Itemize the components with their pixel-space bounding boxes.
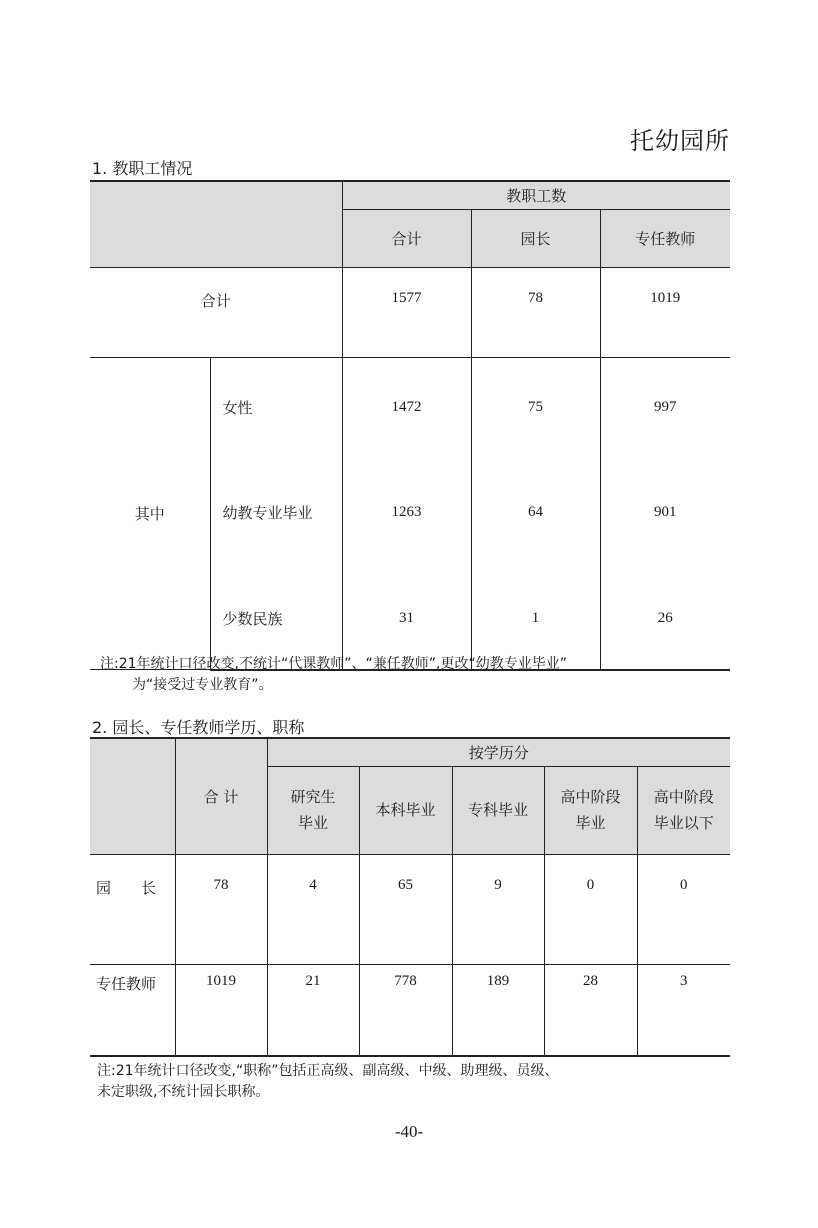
education-group-header: 按学历分: [267, 738, 730, 766]
education-row-value: 78: [175, 854, 267, 964]
education-col-header: 研究生 毕业: [267, 766, 359, 854]
staff-row-label: 幼教专业毕业: [210, 458, 342, 568]
staff-col-header: 园长: [471, 209, 600, 267]
education-row-value: 778: [359, 964, 452, 1056]
education-table-corner: [90, 738, 175, 854]
section1-note-line1: 注:21年统计口径改变,不统计“代课教师”、“兼任教师”,更改“幼教专业毕业”: [100, 656, 567, 672]
staff-row-value: 1: [471, 568, 600, 670]
staff-col-header: 合计: [342, 209, 471, 267]
education-total-header: 合 计: [175, 738, 267, 854]
staff-total-value: 78: [471, 267, 600, 358]
staff-table: [90, 180, 730, 671]
education-table: [90, 737, 730, 1057]
staff-total-label: 合计: [90, 267, 342, 357]
section2-title: 2. 园长、专任教师学历、职称: [92, 718, 305, 737]
page-title: 托幼园所: [630, 127, 730, 155]
staff-row-value: 64: [471, 458, 600, 568]
education-row-value: 4: [267, 854, 359, 964]
staff-row-value: 901: [600, 458, 730, 568]
section1-note-line2: 为“接受过专业教育”。: [132, 677, 273, 693]
section2-note: [97, 1061, 737, 1103]
staff-row-label: 女性: [210, 358, 342, 458]
section1-note: [100, 654, 740, 696]
section1-title: 1. 教职工情况: [92, 159, 193, 178]
education-row-value: 65: [359, 854, 452, 964]
staff-col-header: 专任教师: [600, 209, 730, 267]
staff-table-corner: [90, 181, 342, 267]
staff-row-value: 26: [600, 568, 730, 670]
staff-group-header: 教职工数: [342, 181, 730, 209]
education-col-header: 高中阶段 毕业以下: [637, 766, 730, 854]
page-number: -40-: [394, 1122, 424, 1141]
staff-row-value: 31: [342, 568, 471, 670]
education-col-header: 高中阶段 毕业: [544, 766, 637, 854]
education-col-header: 专科毕业: [452, 766, 544, 854]
staff-total-value: 1577: [342, 267, 471, 358]
education-row-label: 园 长: [90, 854, 175, 964]
section2-note-line1: 注:21年统计口径改变,“职称”包括正高级、副高级、中级、助理级、员级、: [97, 1063, 559, 1079]
staff-subgroup-label: 其中: [90, 357, 210, 670]
education-row-label: 专任教师: [90, 964, 175, 1056]
education-row-value: 189: [452, 964, 544, 1056]
education-col-header: 本科毕业: [359, 766, 452, 854]
education-row-value: 0: [637, 854, 730, 964]
staff-row-value: 75: [471, 358, 600, 458]
education-row-value: 0: [544, 854, 637, 964]
staff-row-value: 997: [600, 358, 730, 458]
education-row-value: 21: [267, 964, 359, 1056]
staff-row-label: 少数民族: [210, 568, 342, 670]
education-row-value: 3: [637, 964, 730, 1056]
section2-note-line2: 未定职级,不统计园长职称。: [97, 1084, 270, 1100]
education-row-value: 9: [452, 854, 544, 964]
staff-row-value: 1472: [342, 358, 471, 458]
education-row-value: 28: [544, 964, 637, 1056]
staff-row-value: 1263: [342, 458, 471, 568]
staff-total-value: 1019: [600, 267, 730, 358]
education-row-value: 1019: [175, 964, 267, 1056]
